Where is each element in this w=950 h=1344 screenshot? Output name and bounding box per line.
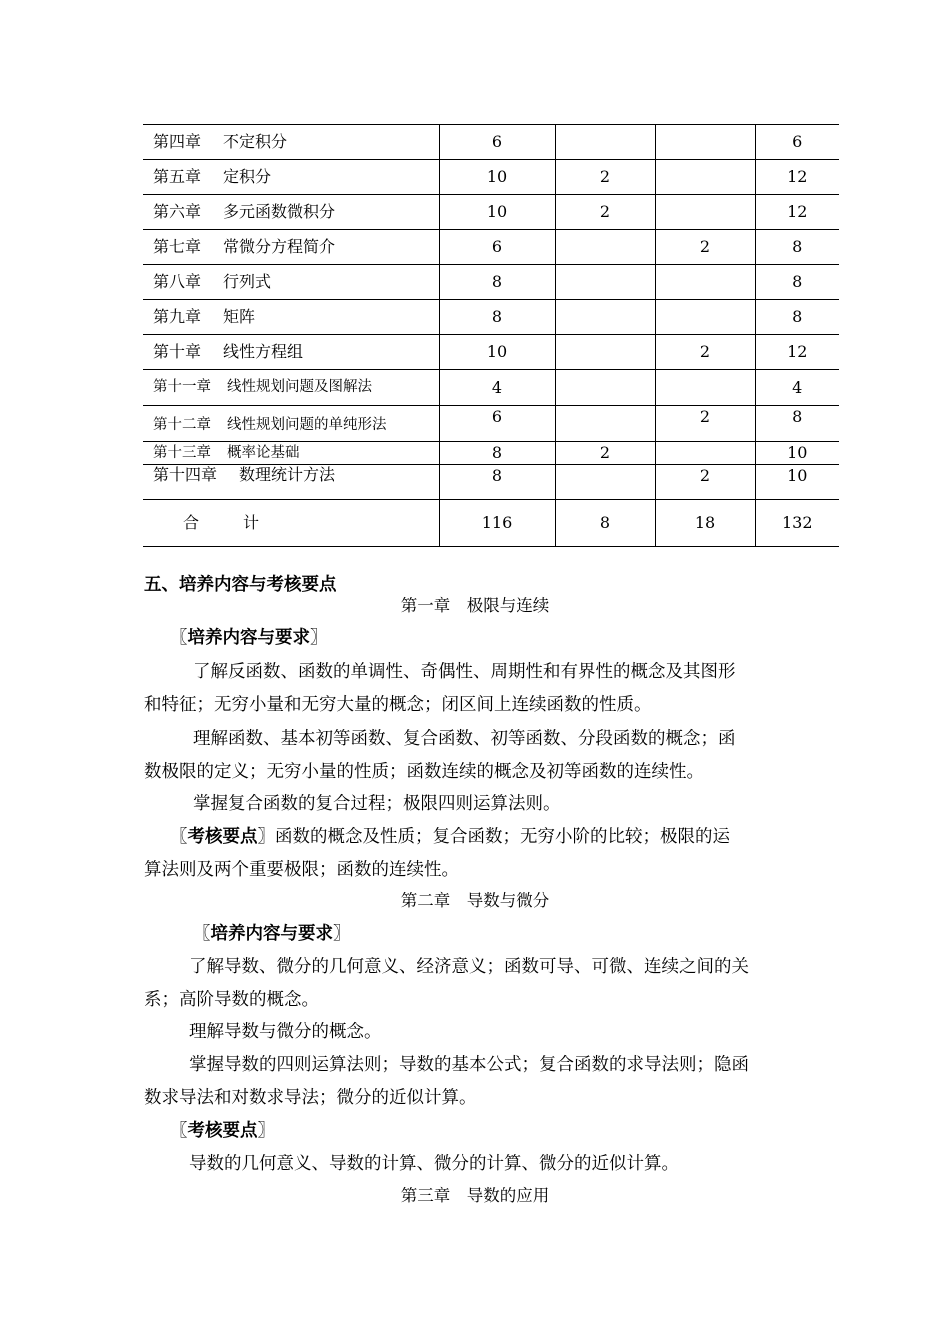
hours-cell: 10 xyxy=(755,442,839,465)
ch1-requirements-label xyxy=(170,630,328,648)
ch2-paragraph-2: 理解导数与微分的概念。 xyxy=(189,1022,382,1042)
hours-cell xyxy=(555,406,655,442)
ch1-paragraph-2-line-1: 理解函数、基本初等函数、复合函数、初等函数、分段函数的概念；函 xyxy=(193,729,736,749)
ch1-paragraph-1-line-1: 了解反函数、函数的单调性、奇偶性、周期性和有界性的概念及其图形 xyxy=(193,662,736,682)
table-row xyxy=(143,160,839,195)
bracket-open: 〖 xyxy=(170,1121,188,1141)
ch1-paragraph-2-line-2: 数极限的定义；无穷小量的性质；函数连续的概念及初等函数的连续性。 xyxy=(144,762,704,782)
hours-cell xyxy=(555,230,655,265)
total-label-a: 合 xyxy=(183,513,200,532)
hours-cell: 2 xyxy=(655,465,755,500)
hours-cell: 2 xyxy=(555,195,655,230)
chapter-number: 第十二章 xyxy=(153,417,211,434)
hours-cell xyxy=(555,265,655,300)
chapter-cell xyxy=(143,230,439,265)
ch2-paragraph-1-line-2: 系；高阶导数的概念。 xyxy=(144,990,319,1010)
chapter-title: 矩阵 xyxy=(223,307,256,326)
table-row xyxy=(143,300,839,335)
hours-cell xyxy=(555,370,655,406)
chapter-title: 数理统计方法 xyxy=(239,465,336,484)
ch1-paragraph-3: 掌握复合函数的复合过程；极限四则运算法则。 xyxy=(193,794,561,814)
chapter-cell xyxy=(143,370,439,406)
hours-cell: 2 xyxy=(555,442,655,465)
chapter-number: 第九章 xyxy=(153,307,202,326)
bracket-open: 〖 xyxy=(170,827,188,847)
table-row xyxy=(143,442,839,465)
chapter-1-title: 第一章 极限与连续 xyxy=(400,596,550,615)
hours-cell: 2 xyxy=(655,230,755,265)
chapter-cell xyxy=(143,406,439,442)
total-cell: 18 xyxy=(655,500,755,547)
chapter-2-title: 第二章 导数与微分 xyxy=(400,891,550,910)
table-row xyxy=(143,465,839,500)
total-cell: 8 xyxy=(555,500,655,547)
hours-cell: 2 xyxy=(655,335,755,370)
hours-cell: 12 xyxy=(755,335,839,370)
chapter-cell xyxy=(143,195,439,230)
table-row xyxy=(143,265,839,300)
chapter-number: 第十四章 xyxy=(153,465,218,484)
table-row xyxy=(143,195,839,230)
chapter-number: 第五章 xyxy=(153,167,202,186)
hours-cell: 8 xyxy=(755,300,839,335)
hours-cell: 8 xyxy=(439,465,555,500)
bracket-close: 〗 xyxy=(257,827,275,847)
hours-cell: 8 xyxy=(439,442,555,465)
chapter-title: 定积分 xyxy=(223,167,272,186)
chapter-number: 第四章 xyxy=(153,132,202,151)
hours-cell: 6 xyxy=(439,125,555,160)
bracket-open: 〖 xyxy=(193,924,211,944)
ch2-exam-points-text: 导数的几何意义、导数的计算、微分的计算、微分的近似计算。 xyxy=(189,1154,679,1174)
hours-cell: 10 xyxy=(755,465,839,500)
chapter-title: 线性规划问题的单纯形法 xyxy=(227,417,387,434)
hours-cell: 8 xyxy=(755,230,839,265)
table-row xyxy=(143,406,839,442)
ch2-exam-points-label xyxy=(170,1123,275,1141)
hours-cell: 8 xyxy=(755,406,839,442)
total-label-cell xyxy=(143,500,439,547)
chapter-title: 不定积分 xyxy=(223,132,288,151)
chapter-cell xyxy=(143,265,439,300)
chapter-title: 常微分方程简介 xyxy=(223,237,336,256)
hours-cell: 12 xyxy=(755,195,839,230)
hours-cell: 2 xyxy=(555,160,655,195)
chapter-cell xyxy=(143,442,439,465)
hours-cell: 6 xyxy=(439,230,555,265)
hours-cell: 8 xyxy=(439,300,555,335)
hours-cell xyxy=(655,370,755,406)
hours-cell: 4 xyxy=(439,370,555,406)
chapter-cell xyxy=(143,160,439,195)
ch2-paragraph-3-line-1: 掌握导数的四则运算法则；导数的基本公式；复合函数的求导法则；隐函 xyxy=(189,1055,749,1075)
hours-cell: 10 xyxy=(439,160,555,195)
ch1-exam-points xyxy=(170,829,730,847)
chapter-title: 线性规划问题及图解法 xyxy=(227,379,372,396)
hours-cell xyxy=(655,300,755,335)
hours-cell xyxy=(655,195,755,230)
ch2-requirements-label xyxy=(193,926,351,944)
hours-cell xyxy=(555,335,655,370)
chapter-number: 第七章 xyxy=(153,237,202,256)
total-label-b: 计 xyxy=(243,513,260,532)
total-row xyxy=(143,500,839,547)
table-row xyxy=(143,335,839,370)
chapter-number: 第六章 xyxy=(153,202,202,221)
total-cell: 132 xyxy=(755,500,839,547)
label-text: 培养内容与要求 xyxy=(187,628,310,648)
table-row xyxy=(143,125,839,160)
chapter-title: 行列式 xyxy=(223,272,272,291)
ch2-paragraph-1-line-1: 了解导数、微分的几何意义、经济意义；函数可导、可微、连续之间的关 xyxy=(189,957,749,977)
hours-cell xyxy=(655,125,755,160)
hours-cell: 8 xyxy=(755,265,839,300)
ch1-exam-points-line-2: 算法则及两个重要极限；函数的连续性。 xyxy=(144,860,459,880)
label-text: 培养内容与要求 xyxy=(210,924,333,944)
chapter-number: 第八章 xyxy=(153,272,202,291)
section-heading: 五、培养内容与考核要点 xyxy=(144,575,337,595)
hours-cell: 2 xyxy=(655,406,755,442)
chapter-cell xyxy=(143,300,439,335)
chapter-cell xyxy=(143,465,439,500)
total-cell: 116 xyxy=(439,500,555,547)
chapter-cell xyxy=(143,335,439,370)
bracket-close: 〗 xyxy=(310,628,328,648)
chapter-title: 多元函数微积分 xyxy=(223,202,336,221)
hours-cell xyxy=(655,160,755,195)
table-row xyxy=(143,370,839,406)
chapter-number: 第十三章 xyxy=(153,444,211,461)
chapter-title: 概率论基础 xyxy=(227,444,300,461)
bracket-close: 〗 xyxy=(257,1121,275,1141)
table-body xyxy=(143,125,839,547)
hours-cell xyxy=(555,300,655,335)
hours-table xyxy=(143,124,839,547)
hours-cell: 4 xyxy=(755,370,839,406)
hours-cell: 10 xyxy=(439,335,555,370)
hours-cell xyxy=(655,442,755,465)
ch1-paragraph-1-line-2: 和特征；无穷小量和无穷大量的概念；闭区间上连续函数的性质。 xyxy=(144,695,652,715)
bracket-open: 〖 xyxy=(170,628,188,648)
label-text: 考核要点 xyxy=(187,1121,258,1141)
chapter-number: 第十章 xyxy=(153,342,202,361)
bracket-close: 〗 xyxy=(333,924,351,944)
hours-cell xyxy=(555,465,655,500)
table-row xyxy=(143,230,839,265)
hours-cell: 8 xyxy=(439,265,555,300)
label-text: 考核要点 xyxy=(187,827,258,847)
ch2-paragraph-3-line-2: 数求导法和对数求导法；微分的近似计算。 xyxy=(144,1088,477,1108)
hours-cell: 10 xyxy=(439,195,555,230)
hours-cell: 6 xyxy=(439,406,555,442)
chapter-number: 第十一章 xyxy=(153,379,211,396)
chapter-cell xyxy=(143,125,439,160)
chapter-title: 线性方程组 xyxy=(223,342,304,361)
hours-cell: 12 xyxy=(755,160,839,195)
exam-text: 函数的概念及性质；复合函数；无穷小阶的比较；极限的运 xyxy=(275,827,730,847)
chapter-3-title: 第三章 导数的应用 xyxy=(400,1186,550,1205)
hours-cell: 6 xyxy=(755,125,839,160)
hours-cell xyxy=(555,125,655,160)
hours-cell xyxy=(655,265,755,300)
